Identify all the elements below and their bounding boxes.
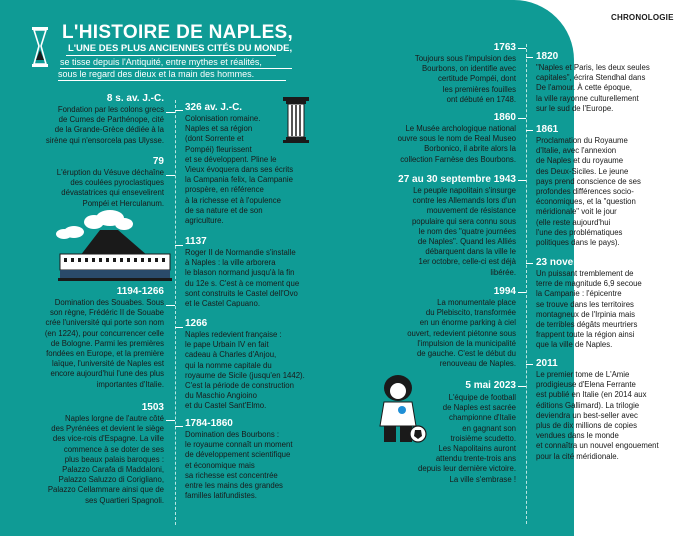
event-text: "Naples et Paris, les deux seules capitales", écrira Stendhal dans De l'amour. À cette époque, la ville rayonne culturellement sur le sud de l'Europe. [536, 63, 650, 113]
connector [518, 180, 526, 181]
timeline-left [175, 100, 176, 525]
intro-line-1: se tisse depuis l'Antiquité, entre mythes et réalités, [60, 57, 262, 67]
event-text: Le Musée archologique national ouvre sous le nom de Real Museo Borbonico, il abrite alors la collection Farnèse des Bourbons. [397, 124, 516, 164]
connector [518, 48, 526, 49]
event-date: 2011 [536, 358, 558, 369]
event-text: L'équipe de football de Naples est sacrée championne d'Italie en gagnant son troisième scudetto. Les Napolitains auront attendu trente-trois ans depuis leur dernière victoire. La ville s'embrase ! [418, 393, 516, 484]
connector [175, 327, 183, 328]
connector [166, 175, 175, 176]
event-text: Le premier tome de L'Amie prodigieuse d'Elena Ferrante est publié en Italie (en 2014 aux éditions Gallimard). La trilogie deviendra un best-seller avec plus de dix millions de copies vendues dans le monde et connaîtra un nouvel engouement pour la cité méridionale. [536, 370, 659, 461]
section-label: CHRONOLOGIE [611, 13, 674, 22]
event-text: Proclamation du Royaume d'Italie, avec l'annexion de Naples et du royaume des Deux-Siciles. Le jeune pays prend conscience de ses profondes différences socio- économiques, et la "question méridionale" voit le jour (elle reste aujourd'hui l'une des problématiques politiques dans le pays). [536, 136, 641, 248]
connector [526, 263, 533, 264]
event-date: 79 [152, 156, 164, 167]
connector [166, 305, 175, 306]
connector [166, 420, 175, 421]
event-date: 1266 [185, 318, 208, 329]
connector [526, 364, 533, 365]
event-text: Naples lorgne de l'autre côté des Pyrénées et devient le siège des vice-rois d'Espagne. La ville commence à se doter de ses plus beaux palais baroques : Palazzo Carafa di Maddaloni, Palazzo Saluzzo di Corigliano, Palazzo Cellammare ainsi que de ses Quartieri Spagnoli. [47, 414, 164, 505]
event-date: 1763 [493, 42, 516, 53]
connector [166, 112, 175, 113]
event-text: Domination des Bourbons : le royaume connaît un moment de développement scientifique et économique mais sa richesse est concentrée entre les mains des grandes familles latifundistes. [185, 430, 293, 501]
event-text: Roger II de Normandie s'installe à Naples : la ville arborera le blason normand jusqu'à la fin du 12e s. C'est à ce moment que sont construits le Castel dell'Ovo et le Castel Capuano. [185, 248, 300, 309]
football-player-illustration [378, 374, 430, 446]
event-text: Naples redevient française : le pape Urbain IV en fait cadeau à Charles d'Anjou, qui la nomme capitale du royaume de Sicile (jusqu'en 1442). C'est la période de construction du Maschio Angioino et du Castel Sant'Elmo. [185, 330, 305, 411]
connector [518, 386, 526, 387]
event-date: 1861 [536, 124, 559, 135]
connector [526, 57, 533, 58]
event-date: 1194-1266 [116, 286, 164, 297]
event-date: 326 av. J.-C. [185, 102, 243, 113]
event-date: 1503 [141, 402, 164, 413]
event-date: 27 au 30 septembre 1943 [398, 174, 516, 185]
event-date: 1820 [536, 51, 559, 62]
event-date: 5 mai 2023 [465, 380, 516, 391]
intro-underline-2 [58, 80, 286, 81]
event-date: 1860 [493, 112, 516, 123]
connector [526, 130, 533, 131]
event-text: L'éruption du Vésuve déchaîne des coulées pyroclastiques dévastatrices qui ensevelirent Pompéi et Herculanum. [56, 168, 164, 208]
event-text: Toujours sous l'impulsion des Bourbons, on identifie avec certitude Pompéi, dont les premières fouilles ont débuté en 1748. [414, 54, 516, 104]
event-text: Colonisation romaine. Naples et sa région (dont Sorrente et Pompéi) fleurissent et se développent. Pline le Vieux évoquera dans ses écrits la Campania felix, la Campanie prospère, en référence à la richesse et à l'opulence de sa nature et de son agriculture. [185, 114, 294, 226]
page-title: L'HISTOIRE DE NAPLES, [62, 22, 294, 43]
intro-line-2: sous le regard des dieux et la main des hommes. [58, 69, 255, 79]
hourglass-icon [30, 26, 50, 68]
timeline-right [526, 44, 527, 524]
event-date: 1994 [493, 286, 516, 297]
event-text: Le peuple napolitain s'insurge contre les Allemands lors d'un mouvement de résistance populaire qui sera connu sous le nom des "quatre journées de Naples". Quand les Alliés débarquent dans la ville le 1er octobre, celle-ci est déjà libérée. [411, 186, 516, 277]
event-text: La monumentale place du Plebiscito, transformée en un énorme parking à ciel ouvert, redevient piétonne sous l'impulsion de la municipalité de gauche. C'est le début du renouveau de Naples. [407, 298, 516, 369]
title-underline [66, 55, 276, 56]
connector [518, 292, 526, 293]
connector [175, 110, 183, 111]
event-text: Un puissant tremblement de terre de magnitude 6,9 secoue la Campanie : l'épicentre se trouve dans les territoires montagneux de l'Irpinia mais de terribles dégâts meurtriers frappent toute la région ainsi que la ville de Naples. [536, 269, 642, 350]
event-text: Domination des Souabes. Sous son règne, Frédéric II de Souabe crée l'université qui porte son nom (en 1224), pour concurrencer celle de Bologne. Parmi les premières fondées en Europe, et la première laïque, l'université de Naples est encore aujourd'hui l'une des plus importantes d'Italie. [44, 298, 164, 389]
vesuvius-city-illustration [52, 208, 174, 282]
event-date: 8 s. av. J.-C. [106, 93, 164, 104]
roman-column-icon [283, 97, 309, 143]
event-date: 23 novembre 1980 [536, 257, 623, 268]
page-subtitle: L'UNE DES PLUS ANCIENNES CITÉS DU MONDE, [68, 43, 293, 54]
connector [518, 118, 526, 119]
event-date: 1784-1860 [185, 418, 233, 429]
connector [175, 245, 183, 246]
event-date: 1137 [185, 236, 207, 247]
event-text: Fondation par les colons grecs de Cumes de Parthénope, cité de la Grande-Grèce dédiée à la sirène qui n'ensorcela pas Ulysse. [45, 105, 164, 145]
connector [175, 426, 183, 427]
